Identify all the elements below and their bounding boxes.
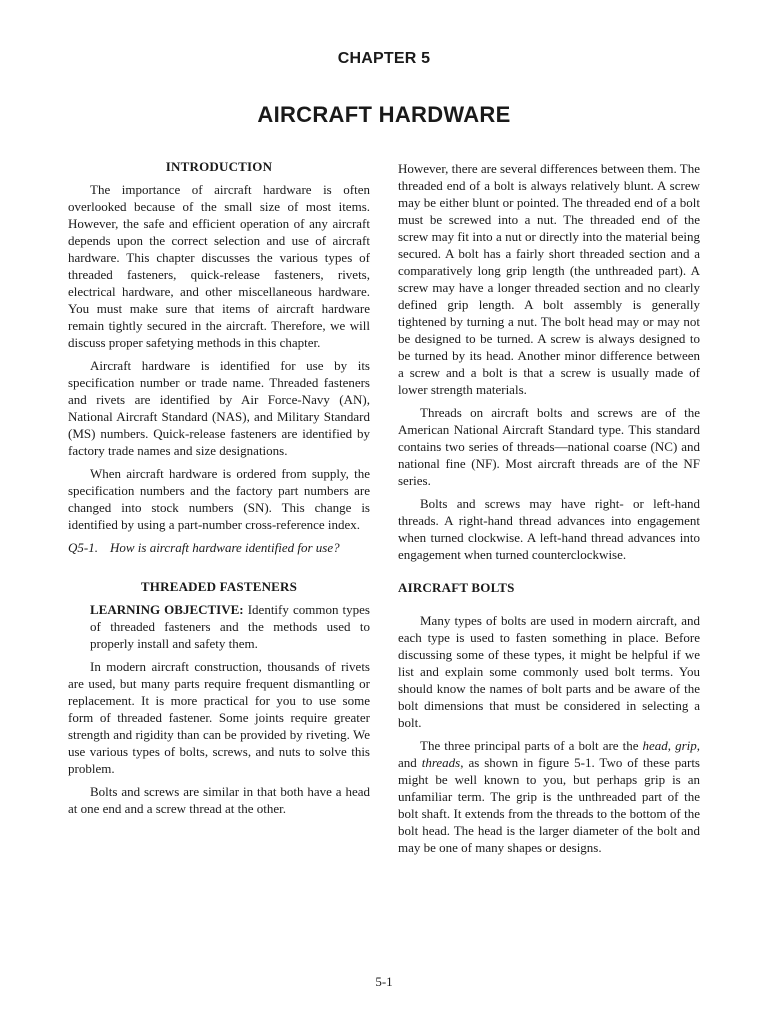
separator-2: , and (398, 738, 700, 770)
right-column (398, 160, 700, 862)
bolts-paragraph-2-start: The three principal parts of a bolt are the (420, 738, 643, 753)
term-grip: grip (675, 738, 697, 753)
question-text: How is aircraft hardware identified for use? (109, 540, 340, 555)
term-head: head (642, 738, 668, 753)
question-number: Q5-1. (68, 540, 98, 555)
bolts-paragraph-2 (398, 737, 700, 856)
intro-paragraph-1: The importance of aircraft hardware is often overlooked because of the small size of most items. However, the safe and efficient operation of any aircraft depends upon the correct selection and use of aircraft hardware. This chapter discusses the various types of threaded fasteners, quick-release fasteners, rivets, electrical hardware, and other miscellaneous hardware. You must make sure that items of aircraft hardware remain tightly secured in the aircraft. Therefore, we will discuss proper safetying methods in this chapter. (68, 182, 370, 350)
bolts-paragraph-2-end: , as shown in figure 5-1. Two of these parts might be well known to you, but perhaps grip is an unfamiliar term. The grip is the unthreaded part of the bolt shaft. It extends from the threads to the bottom of the bolt head. The head is the larger diameter of the bolt and may be one of many shapes or designs. (398, 755, 700, 855)
continuation-paragraph: However, there are several differences between them. The threaded end of a bolt is always relatively blunt. A screw may be either blunt or pointed. The threaded end of a bolt must be screwed into a nut. The threaded end of the screw may fit into a nut or directly into the material being secured. A bolt has a fairly short threaded section and a comparatively long grip length (the unthreaded part). A screw may have a longer threaded section and no clearly defined grip length. A bolt assembly is generally tightened by turning a nut. The bolt head may or may not be designed to be turned. A screw is always designed to be turned by its head. Another minor difference between a screw and a bolt is that a screw is usually made of lower strength materials. (398, 161, 700, 397)
separator-1: , (667, 738, 676, 753)
term-threads: threads (421, 755, 461, 770)
objective-text: Identify common types of threaded fasteners and the methods used to properly install and safety them. (90, 602, 370, 651)
threaded-paragraph-1: In modern aircraft construction, thousands of rivets are used, but many parts require frequent dismantling or replacement. It is more practical for you to use some form of threaded fastener. Some joints require greater strength and rigidity than can be provided by riveting. We use various types of bolts, screws, and nuts to solve this problem. (68, 659, 370, 776)
left-column (68, 158, 370, 823)
hand-threads-paragraph: Bolts and screws may have right- or left-hand threads. A right-hand thread advances into engagement when turned clockwise. A left-hand thread advances into engagement when turned counterclockwise. (398, 496, 700, 562)
intro-paragraph-2: Aircraft hardware is identified for use by its specification number or trade name. Threaded fasteners and rivets are identified by Air Force-Navy (AN), National Aircraft Standard (NAS), and Military Standard (MS) numbers. Quick-release fasteners are identified by factory trade names and size designations. (68, 358, 370, 458)
threaded-paragraph-2: Bolts and screws are similar in that both have a head at one end and a screw thread at the other. (68, 784, 370, 816)
threaded-fasteners-heading: THREADED FASTENERS (140, 579, 298, 594)
aircraft-bolts-heading: AIRCRAFT BOLTS (398, 580, 515, 595)
page-number: 5-1 (375, 974, 393, 989)
bolts-paragraph-1: Many types of bolts are used in modern aircraft, and each type is used to fasten something in place. Before discussing some of these types, it might be helpful if we list and explain some commonly used bolt terms. You should know the names of bolt parts and be aware of the bolt dimensions that must be considered in selecting a bolt. (398, 613, 700, 730)
learning-objective (90, 601, 370, 652)
introduction-heading: INTRODUCTION (165, 159, 273, 174)
objective-label: LEARNING OBJECTIVE: (90, 602, 244, 617)
threads-paragraph: Threads on aircraft bolts and screws are of the American National Aircraft Standard type. This standard contains two series of threads—national coarse (NC) and national fine (NF). Most aircraft threads are of the NF series. (398, 405, 700, 488)
chapter-label: CHAPTER 5 (337, 50, 431, 67)
review-question (68, 539, 370, 556)
chapter-title: AIRCRAFT HARDWARE (257, 102, 511, 127)
intro-paragraph-3: When aircraft hardware is ordered from supply, the specification numbers and the factory part numbers are changed into stock numbers (SN). This change is identified by using a part-number cross-reference index. (68, 466, 370, 532)
